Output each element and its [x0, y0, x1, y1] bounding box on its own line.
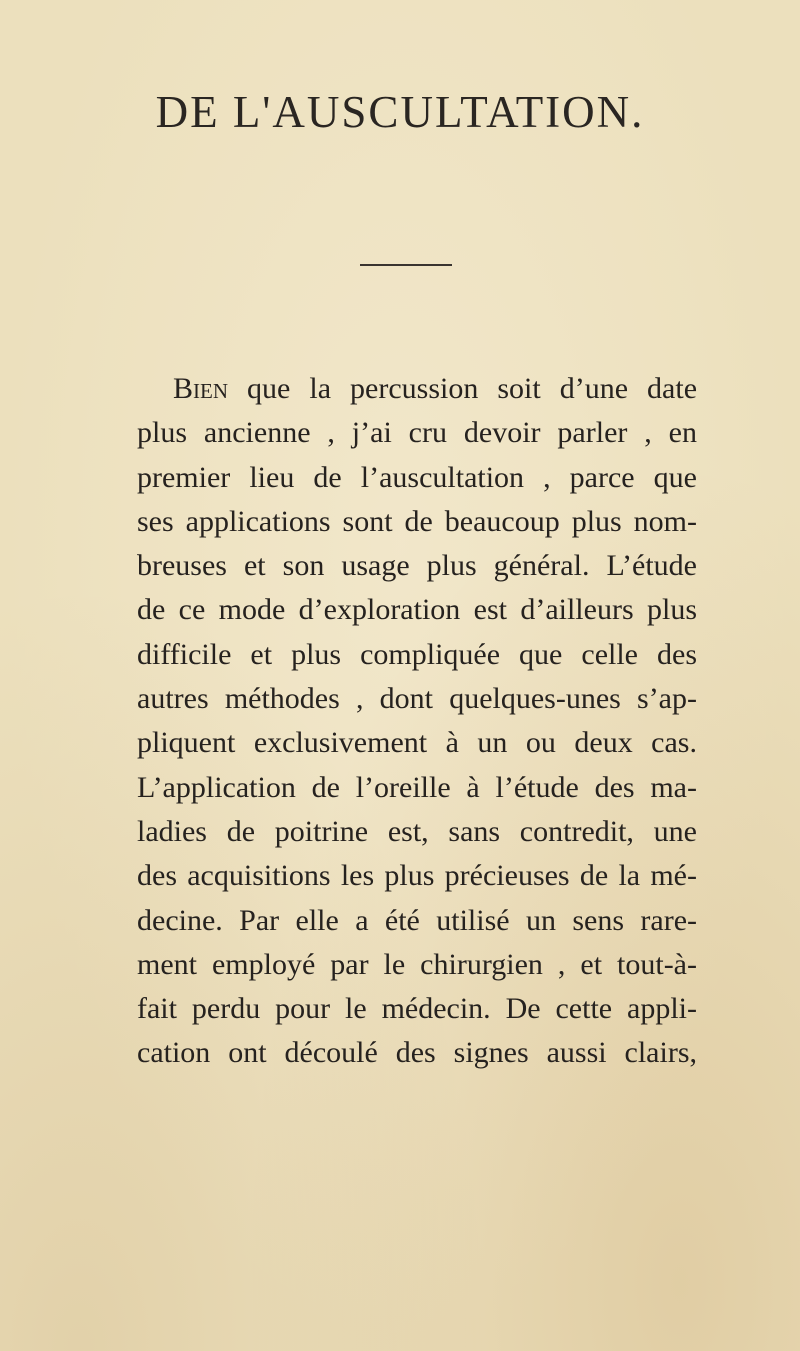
- drop-word: Bien: [173, 372, 228, 405]
- text-line: difficile et plus compliquée que celle des: [137, 637, 697, 671]
- text-line: premier lieu de l’auscultation , parce que: [137, 460, 697, 494]
- text-line: ment employé par le chirurgien , et tout-à-: [137, 947, 697, 981]
- section-rule: [360, 264, 452, 266]
- text-line-rest: que la percussion soit d’une date: [247, 372, 698, 405]
- text-line: pliquent exclusivement à un ou deux cas.: [137, 726, 697, 760]
- text-line: L’application de l’oreille à l’étude des ma-: [137, 770, 697, 804]
- text-line: de ce mode d’exploration est d’ailleurs plus: [137, 593, 697, 627]
- text-line: plus ancienne , j’ai cru devoir parler , en: [137, 416, 697, 450]
- text-line: [137, 367, 697, 411]
- text-line: breuses et son usage plus général. L’étude: [137, 549, 697, 583]
- text-line: cation ont découlé des signes aussi clairs,: [137, 1036, 697, 1070]
- text-line: decine. Par elle a été utilisé un sens rare-: [137, 903, 697, 937]
- chapter-heading: DE L'AUSCULTATION.: [155, 87, 645, 137]
- body-paragraph: [137, 367, 697, 1076]
- text-line: ladies de poitrine est, sans contredit, une: [137, 814, 697, 848]
- text-line: ses applications sont de beaucoup plus nom-: [137, 504, 697, 538]
- text-line: fait perdu pour le médecin. De cette appli-: [137, 992, 697, 1026]
- text-line: autres méthodes , dont quelques-unes s’ap-: [137, 682, 697, 716]
- text-line: des acquisitions les plus précieuses de la mé-: [137, 859, 697, 893]
